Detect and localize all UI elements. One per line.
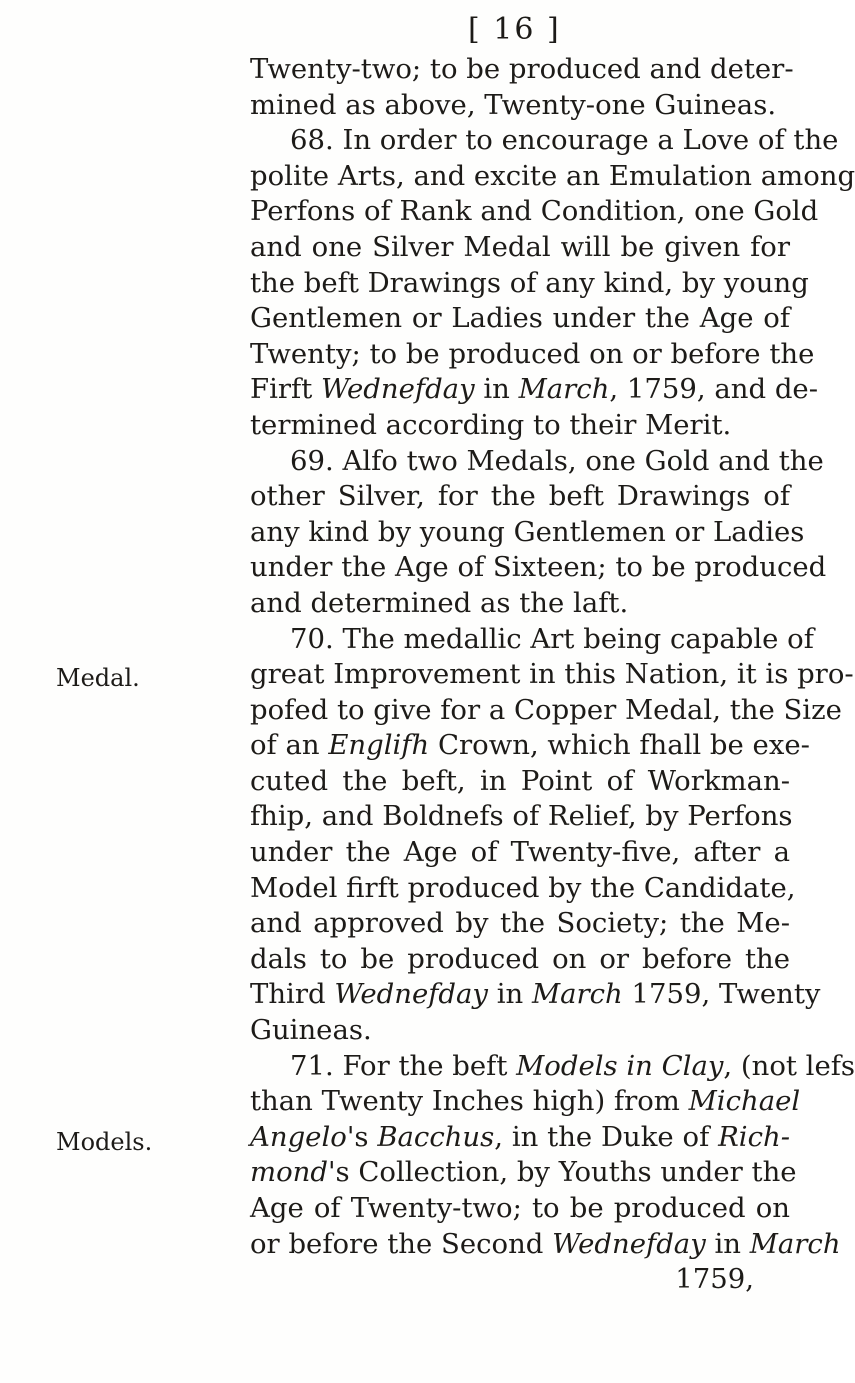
italic-text: mond (250, 1156, 328, 1189)
text-segment: , 1759, and de- (609, 373, 818, 406)
text-line (250, 372, 818, 408)
text-segment: in (705, 1227, 750, 1260)
text-segment: fhip, and Boldnefs of Relief, by Perfons (250, 800, 793, 833)
page-number: [ 16 ] (468, 12, 561, 47)
text-segment: 's Collection, by Youths under the (327, 1156, 797, 1189)
text-line (250, 622, 814, 658)
text-segment: under the Age of Twenty-five, after a (250, 836, 790, 869)
text-line (250, 1049, 855, 1085)
text-segment: 69. Alfo two Medals, one Gold and the (290, 444, 824, 477)
text-segment: cuted the beft, in Point of Workman- (250, 764, 790, 797)
text-line (250, 871, 796, 907)
text-segment: 68. In order to encourage a Love of the (290, 124, 839, 157)
text-line (250, 835, 790, 871)
text-line (250, 515, 805, 551)
text-line (250, 693, 842, 729)
text-segment: polite Arts, and excite an Emulation among (250, 159, 855, 192)
text-line (250, 1155, 797, 1191)
text-line (250, 408, 790, 444)
italic-text: Wednefday (552, 1227, 706, 1260)
italic-text: Englifh (328, 729, 430, 762)
text-line (250, 764, 790, 800)
text-line (250, 266, 809, 302)
text-segment: Age of Twenty-two; to be produced on (250, 1192, 790, 1224)
text-segment: 71. For the beft (290, 1049, 517, 1082)
body-text (250, 52, 855, 1298)
margin-note-models: Models. (56, 1128, 153, 1156)
text-line (250, 906, 790, 942)
text-line (250, 194, 819, 230)
text-line (250, 942, 790, 978)
text-segment: other Silver, for the beft Drawings of (250, 480, 790, 513)
text-line (250, 337, 815, 373)
text-line (250, 301, 790, 337)
text-segment: and one Silver Medal will be given for (250, 230, 790, 263)
text-line (250, 479, 790, 515)
text-line (250, 1191, 790, 1227)
italic-text: Bacchus (377, 1120, 495, 1153)
italic-text: March (531, 978, 623, 1011)
text-segment: any kind by young Gentlemen or Ladies (250, 515, 805, 548)
text-line (250, 799, 793, 835)
text-segment: and determined as the laft. (250, 586, 629, 619)
text-line (250, 1262, 790, 1298)
text-line (250, 1227, 841, 1263)
text-line (250, 1120, 790, 1156)
text-line (250, 159, 855, 195)
text-segment: termined according to their Merit. (250, 408, 732, 441)
italic-text: Rich- (718, 1120, 790, 1153)
text-segment: great Improvement in this Nation, it is pro- (250, 658, 854, 691)
text-segment: than Twenty Inches high) from (250, 1085, 689, 1118)
text-line (250, 586, 790, 622)
text-segment: or before the Second (250, 1227, 553, 1260)
italic-text: Angelo (250, 1120, 347, 1153)
text-segment: under the Age of Sixteen; to be produced (250, 551, 827, 584)
italic-text: Michael (688, 1085, 801, 1118)
text-line (250, 230, 790, 266)
text-segment: Perfons of Rank and Condition, one Gold (250, 195, 819, 228)
text-segment: Gentlemen or Ladies under the Age of (250, 302, 790, 335)
text-line (250, 657, 854, 693)
text-segment: and approved by the Society; the Me- (250, 907, 790, 940)
text-segment: , (not lefs (723, 1049, 855, 1082)
text-line (250, 52, 794, 88)
text-line (250, 728, 810, 764)
italic-text: March (518, 373, 610, 406)
text-segment: in (487, 978, 532, 1011)
text-segment: mined as above, Twenty-one Guineas. (250, 88, 777, 121)
italic-text: Models in Clay (516, 1049, 724, 1082)
text-segment: 1759, Twenty (622, 978, 821, 1011)
text-segment: 's (346, 1120, 378, 1153)
text-segment: Model firft produced by the Candidate, (250, 871, 796, 904)
text-line (250, 1084, 801, 1120)
text-segment: Guineas. (250, 1014, 372, 1047)
text-line (250, 123, 839, 159)
italic-text: March (749, 1227, 841, 1260)
text-line (250, 444, 824, 480)
text-segment: in (474, 373, 519, 406)
text-segment: Firft (250, 373, 321, 406)
text-segment: 1759, (675, 1263, 754, 1296)
text-segment: 70. The medallic Art being capable of (290, 622, 814, 655)
text-segment: Twenty; to be produced on or before the (250, 337, 815, 370)
text-segment: pofed to give for a Copper Medal, the Size (250, 693, 842, 726)
text-line (250, 550, 827, 586)
text-segment: Twenty-two; to be produced and deter- (250, 53, 794, 85)
text-segment: dals to be produced on or before the (250, 942, 790, 975)
margin-note-medal: Medal. (56, 664, 140, 692)
text-line (250, 88, 790, 124)
text-segment: of an (250, 729, 329, 762)
text-line (250, 1013, 790, 1049)
italic-text: Wednefday (321, 373, 475, 406)
text-segment: the beft Drawings of any kind, by young (250, 266, 809, 299)
text-segment: , in the Duke of (494, 1120, 719, 1153)
text-line (250, 977, 821, 1013)
text-segment: Crown, which fhall be exe- (429, 729, 810, 762)
text-segment: Third (250, 978, 335, 1011)
italic-text: Wednefday (334, 978, 488, 1011)
